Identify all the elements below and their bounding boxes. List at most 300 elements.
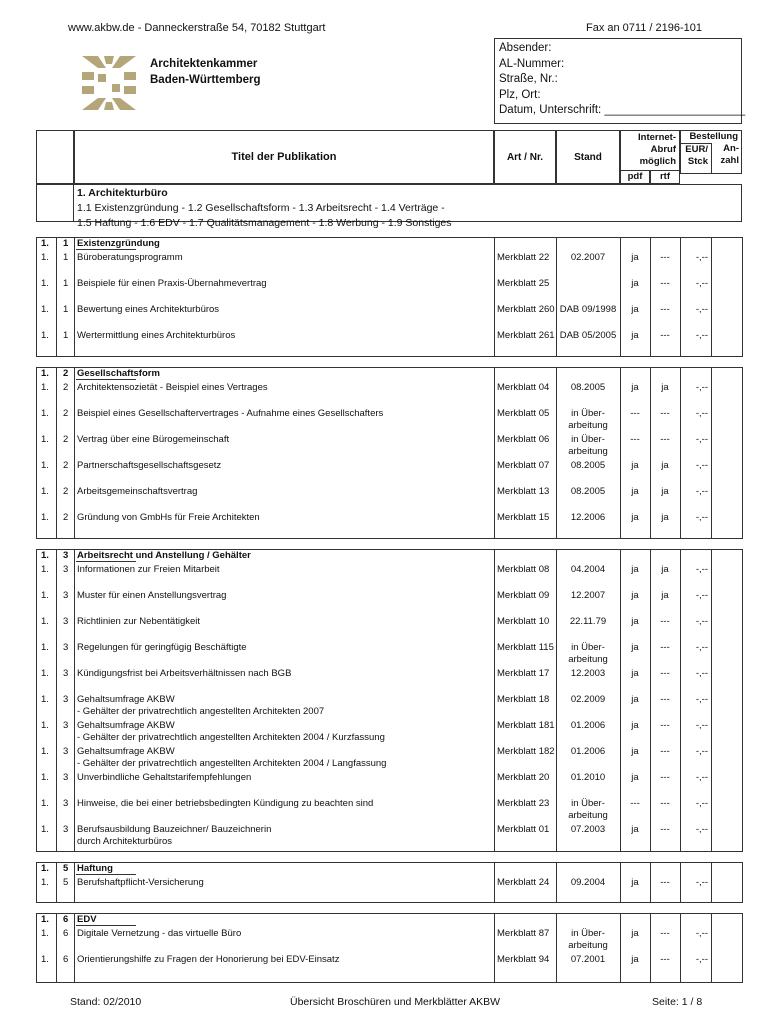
- row-number: 1.: [41, 460, 49, 471]
- row-rtf: ---: [660, 668, 670, 679]
- table-rule: [76, 925, 136, 926]
- row-title-line: Richtlinien zur Nebentätigkeit: [77, 616, 201, 627]
- table-rule: [742, 237, 743, 357]
- row-title: [77, 590, 226, 602]
- header-fax: Fax an 0711 / 2196-101: [586, 22, 702, 34]
- row-number: 1.: [41, 616, 49, 627]
- row-eur: -,--: [695, 460, 708, 471]
- row-rtf: ja: [661, 590, 669, 601]
- table-rule: [711, 862, 712, 903]
- row-subnumber: 3: [63, 720, 69, 731]
- row-title-line: durch Architekturbüros: [77, 836, 173, 847]
- group-number: 1.: [41, 238, 49, 249]
- row-eur: -,--: [695, 928, 708, 939]
- section1-heading: 1. Architekturbüro: [77, 187, 168, 199]
- table-rule: [36, 237, 37, 357]
- row-title: [77, 382, 268, 394]
- row-number: 1.: [41, 434, 49, 445]
- table-rule: [742, 549, 743, 852]
- akbw-logo-icon: [78, 52, 140, 114]
- row-art: Merkblatt 25: [497, 278, 550, 289]
- table-rule: [36, 356, 742, 357]
- table-rule: [36, 862, 37, 903]
- row-title-line: Digitale Vernetzung - das virtuelle Büro: [77, 928, 242, 939]
- row-stand: [556, 460, 620, 472]
- row-title-line: Berufshaftpflicht-Versicherung: [77, 877, 204, 888]
- row-pdf: ja: [631, 278, 639, 289]
- row-title: [77, 330, 235, 342]
- row-rtf: ---: [660, 642, 670, 653]
- table-rule: [74, 549, 75, 852]
- row-subnumber: 5: [63, 877, 69, 888]
- row-title: [77, 642, 247, 654]
- row-title: [77, 460, 221, 472]
- table-rule: [56, 549, 57, 852]
- row-number: 1.: [41, 928, 49, 939]
- group-number: 1.: [41, 368, 49, 379]
- row-art: Merkblatt 07: [497, 460, 550, 471]
- row-stand-line: arbeitung: [568, 446, 608, 457]
- row-stand: [556, 694, 620, 706]
- column-bestellung: Bestellung EUR/ Stck An- zahl: [680, 130, 742, 174]
- row-title-line: Wertermittlung eines Architekturbüros: [77, 330, 236, 341]
- row-number: 1.: [41, 954, 49, 965]
- row-title: [77, 252, 183, 264]
- row-pdf: ja: [631, 460, 639, 471]
- group-title: EDV: [77, 914, 97, 925]
- group-number: 1.: [41, 914, 49, 925]
- row-title-line: - Gehälter der privatrechtlich angestellten Architekten 2004 / Kurzfassung: [77, 732, 385, 743]
- footer-title: Übersicht Broschüren und Merkblätter AKBW: [290, 996, 501, 1008]
- row-art: Merkblatt 08: [497, 564, 550, 575]
- row-number: 1.: [41, 330, 49, 341]
- row-eur: -,--: [695, 382, 708, 393]
- row-stand-line: in Über-: [571, 928, 605, 939]
- row-title: [77, 564, 220, 576]
- row-stand-line: arbeitung: [568, 654, 608, 665]
- row-number: 1.: [41, 877, 49, 888]
- row-title-line: Orientierungshilfe zu Fragen der Honorierung bei EDV-Einsatz: [77, 954, 340, 965]
- row-number: 1.: [41, 720, 49, 731]
- row-stand-line: 04.2004: [570, 564, 606, 575]
- table-rule: [36, 982, 742, 983]
- row-pdf: ja: [631, 928, 639, 939]
- row-title-line: - Gehälter der privatrechtlich angestellten Architekten 2004 / Langfassung: [77, 758, 387, 769]
- row-rtf: ja: [661, 512, 669, 523]
- row-stand-line: 02.2007: [570, 252, 606, 263]
- row-stand: [556, 824, 620, 836]
- section1-line2: 1.5 Haftung - 1.6 EDV - 1.7 Qualitätsmanagement - 1.8 Werbung - 1.9 Sonstiges: [77, 217, 452, 229]
- row-pdf: ja: [631, 720, 639, 731]
- row-art: Merkblatt 181: [497, 720, 555, 731]
- row-stand: [556, 772, 620, 784]
- row-rtf: ---: [660, 877, 670, 888]
- row-stand-line: 12.2007: [570, 590, 606, 601]
- table-rule: [36, 549, 37, 852]
- row-rtf: ---: [660, 798, 670, 809]
- row-stand-line: DAB 09/1998: [559, 304, 617, 315]
- group-number: 1.: [41, 863, 49, 874]
- table-rule: [494, 367, 495, 539]
- row-title-line: Partnerschaftsgesellschaftsgesetz: [77, 460, 222, 471]
- row-stand-line: 01.2010: [570, 772, 606, 783]
- row-pdf: ja: [631, 877, 639, 888]
- row-rtf: ---: [660, 616, 670, 627]
- row-title: [77, 512, 260, 524]
- row-number: 1.: [41, 694, 49, 705]
- row-title: [77, 408, 383, 420]
- row-eur: -,--: [695, 798, 708, 809]
- table-rule: [76, 379, 136, 380]
- table-rule: [742, 862, 743, 903]
- row-subnumber: 2: [63, 434, 69, 445]
- row-stand: [556, 330, 620, 342]
- row-stand-line: in Über-: [571, 798, 605, 809]
- row-stand-line: 08.2005: [570, 382, 606, 393]
- footer-stand: Stand: 02/2010: [70, 996, 142, 1008]
- table-rule: [494, 913, 495, 983]
- row-title-line: Büroberatungsprogramm: [77, 252, 183, 263]
- row-subnumber: 3: [63, 694, 69, 705]
- row-title-line: Gehaltsumfrage AKBW: [77, 746, 175, 757]
- row-eur: -,--: [695, 512, 708, 523]
- table-rule: [56, 913, 57, 983]
- row-number: 1.: [41, 486, 49, 497]
- table-rule: [620, 913, 621, 983]
- row-number: 1.: [41, 512, 49, 523]
- table-rule: [494, 549, 495, 852]
- table-rule: [74, 913, 75, 983]
- sender-strasse: Straße, Nr.:: [499, 73, 558, 85]
- row-rtf: ---: [660, 746, 670, 757]
- row-title-line: Hinweise, die bei einer betriebsbedingten Kündigung zu beachten sind: [77, 798, 374, 809]
- row-stand: [556, 798, 620, 822]
- row-title-line: Beispiel eines Gesellschaftervertrages - Aufnahme eines Gesellschafters: [77, 408, 384, 419]
- row-art: Merkblatt 15: [497, 512, 550, 523]
- row-stand-line: 08.2005: [570, 486, 606, 497]
- row-stand: [556, 434, 620, 458]
- row-title-line: Arbeitsgemeinschaftsvertrag: [77, 486, 198, 497]
- row-number: 1.: [41, 824, 49, 835]
- row-art: Merkblatt 20: [497, 772, 550, 783]
- row-number: 1.: [41, 590, 49, 601]
- table-rule: [36, 862, 742, 863]
- sender-box: [494, 38, 746, 124]
- row-stand: [556, 877, 620, 889]
- row-number: 1.: [41, 798, 49, 809]
- row-pdf: ---: [630, 798, 640, 809]
- row-stand-line: 07.2001: [570, 954, 606, 965]
- row-number: 1.: [41, 642, 49, 653]
- row-art: Merkblatt 13: [497, 486, 550, 497]
- row-pdf: ja: [631, 330, 639, 341]
- row-rtf: ---: [660, 434, 670, 445]
- row-eur: -,--: [695, 642, 708, 653]
- row-subnumber: 6: [63, 954, 69, 965]
- row-rtf: ---: [660, 824, 670, 835]
- row-title-line: Bewertung eines Architekturbüros: [77, 304, 220, 315]
- row-art: Merkblatt 261: [497, 330, 555, 341]
- table-rule: [711, 913, 712, 983]
- row-subnumber: 3: [63, 564, 69, 575]
- row-title-line: Berufsausbildung Bauzeichner/ Bauzeichnerin: [77, 824, 272, 835]
- column-pdf: pdf: [620, 170, 650, 184]
- row-subnumber: 3: [63, 798, 69, 809]
- row-art: Merkblatt 18: [497, 694, 550, 705]
- section1-left-box: [36, 184, 74, 222]
- table-rule: [76, 561, 136, 562]
- footer-page: Seite: 1 / 8: [652, 996, 703, 1008]
- row-subnumber: 2: [63, 486, 69, 497]
- table-rule: [56, 237, 57, 357]
- table-rule: [74, 237, 75, 357]
- table-rule: [36, 913, 37, 983]
- row-subnumber: 1: [63, 278, 69, 289]
- table-rule: [742, 367, 743, 539]
- row-rtf: ---: [660, 252, 670, 263]
- row-pdf: ja: [631, 252, 639, 263]
- row-art: Merkblatt 23: [497, 798, 550, 809]
- row-stand-line: in Über-: [571, 434, 605, 445]
- row-title-line: Architektensozietät - Beispiel eines Vertrages: [77, 382, 268, 393]
- section1-box: [74, 184, 742, 229]
- row-subnumber: 2: [63, 460, 69, 471]
- row-art: Merkblatt 22: [497, 252, 550, 263]
- row-number: 1.: [41, 252, 49, 263]
- table-rule: [680, 913, 681, 983]
- row-number: 1.: [41, 304, 49, 315]
- row-art: Merkblatt 24: [497, 877, 550, 888]
- column-internet: Internet- Abruf möglich: [620, 130, 680, 184]
- row-pdf: ja: [631, 486, 639, 497]
- table-rule: [56, 862, 57, 903]
- row-pdf: ja: [631, 616, 639, 627]
- row-stand: [556, 616, 620, 628]
- row-stand: [556, 928, 620, 952]
- row-subnumber: 1: [63, 252, 69, 263]
- row-number: 1.: [41, 408, 49, 419]
- row-title: [77, 434, 229, 446]
- row-number: 1.: [41, 746, 49, 757]
- row-title-line: Muster für einen Anstellungsvertrag: [77, 590, 227, 601]
- sender-plz: Plz, Ort:: [499, 88, 541, 101]
- row-stand: [556, 408, 620, 432]
- row-eur: -,--: [695, 564, 708, 575]
- table-rule: [56, 367, 57, 539]
- row-pdf: ---: [630, 434, 640, 445]
- group-title: Arbeitsrecht und Anstellung / Gehälter: [77, 550, 251, 561]
- row-subnumber: 3: [63, 616, 69, 627]
- group-title: Haftung: [77, 863, 113, 874]
- group-subnumber: 6: [63, 914, 69, 925]
- row-stand: [556, 668, 620, 680]
- row-eur: -,--: [695, 720, 708, 731]
- row-eur: -,--: [695, 877, 708, 888]
- sender-nummer: AL-Nummer:: [499, 57, 565, 70]
- row-eur: -,--: [695, 694, 708, 705]
- row-eur: -,--: [695, 772, 708, 783]
- row-eur: -,--: [695, 616, 708, 627]
- row-subnumber: 1: [63, 304, 69, 315]
- row-pdf: ja: [631, 642, 639, 653]
- row-stand-line: 22.11.79: [569, 616, 607, 627]
- row-stand: [556, 954, 620, 966]
- row-title: [77, 824, 271, 848]
- row-rtf: ---: [660, 772, 670, 783]
- org-name: Architektenkammer Baden-Württemberg: [150, 58, 261, 86]
- row-title-line: - Gehälter der privatrechtlich angestellten Architekten 2007: [77, 706, 325, 717]
- row-stand-line: 08.2005: [570, 460, 606, 471]
- row-subnumber: 3: [63, 746, 69, 757]
- row-eur: -,--: [695, 304, 708, 315]
- row-title-line: Regelungen für geringfügig Beschäftigte: [77, 642, 247, 653]
- group-title: Existenzgründung: [77, 238, 160, 249]
- row-title-line: Beispiele für einen Praxis-Übernahmevertrag: [77, 278, 267, 289]
- row-stand-line: arbeitung: [568, 940, 608, 951]
- row-subnumber: 3: [63, 642, 69, 653]
- row-pdf: ja: [631, 694, 639, 705]
- row-title: [77, 772, 251, 784]
- row-eur: -,--: [695, 486, 708, 497]
- row-title: [77, 278, 267, 290]
- row-eur: -,--: [695, 278, 708, 289]
- row-pdf: ja: [631, 590, 639, 601]
- row-rtf: ---: [660, 278, 670, 289]
- row-number: 1.: [41, 564, 49, 575]
- sender-datum: Datum, Unterschrift: ______________________: [499, 104, 746, 116]
- row-title-line: Gehaltsumfrage AKBW: [77, 720, 175, 731]
- row-title: [77, 746, 386, 770]
- row-art: Merkblatt 260: [497, 304, 555, 315]
- row-stand: [556, 642, 620, 666]
- row-title-line: Kündigungsfrist bei Arbeitsverhältnissen nach BGB: [77, 668, 292, 679]
- row-number: 1.: [41, 278, 49, 289]
- row-eur: -,--: [695, 954, 708, 965]
- row-subnumber: 2: [63, 408, 69, 419]
- row-subnumber: 6: [63, 928, 69, 939]
- row-art: Merkblatt 01: [497, 824, 550, 835]
- row-title: [77, 304, 219, 316]
- column-title: Titel der Publikation: [74, 130, 494, 184]
- row-rtf: ja: [661, 460, 669, 471]
- row-art: Merkblatt 06: [497, 434, 550, 445]
- section1-line1: 1.1 Existenzgründung - 1.2 Gesellschaftsform - 1.3 Arbeitsrecht - 1.4 Verträge -: [77, 202, 445, 214]
- row-subnumber: 3: [63, 590, 69, 601]
- row-eur: -,--: [695, 252, 708, 263]
- header-left-box: [36, 130, 74, 184]
- row-title-line: Informationen zur Freien Mitarbeit: [77, 564, 220, 575]
- table-rule: [711, 549, 712, 852]
- table-rule: [494, 862, 495, 903]
- row-rtf: ja: [661, 486, 669, 497]
- row-art: Merkblatt 17: [497, 668, 550, 679]
- row-stand: [556, 590, 620, 602]
- row-eur: -,--: [695, 408, 708, 419]
- row-number: 1.: [41, 668, 49, 679]
- row-subnumber: 3: [63, 824, 69, 835]
- row-rtf: ja: [661, 382, 669, 393]
- group-subnumber: 5: [63, 863, 69, 874]
- row-eur: -,--: [695, 746, 708, 757]
- row-number: 1.: [41, 382, 49, 393]
- row-subnumber: 3: [63, 772, 69, 783]
- row-title: [77, 798, 373, 810]
- row-stand: [556, 720, 620, 732]
- row-stand-line: 09.2004: [570, 877, 606, 888]
- row-stand-line: 12.2006: [570, 512, 606, 523]
- row-title-line: Gründung von GmbHs für Freie Architekten: [77, 512, 260, 523]
- row-stand-line: arbeitung: [568, 810, 608, 821]
- table-rule: [36, 913, 742, 914]
- row-pdf: ja: [631, 772, 639, 783]
- row-pdf: ja: [631, 824, 639, 835]
- header-address: www.akbw.de - Danneckerstraße 54, 70182 Stuttgart: [68, 22, 326, 34]
- row-title: [77, 928, 241, 940]
- column-rtf: rtf: [650, 170, 680, 184]
- sender-absender: Absender:: [499, 42, 552, 54]
- row-title: [77, 720, 385, 744]
- column-stand: Stand: [556, 130, 620, 184]
- row-subnumber: 2: [63, 512, 69, 523]
- row-subnumber: 3: [63, 668, 69, 679]
- row-title: [77, 486, 197, 498]
- table-rule: [76, 249, 136, 250]
- row-rtf: ---: [660, 720, 670, 731]
- table-rule: [36, 538, 742, 539]
- group-number: 1.: [41, 550, 49, 561]
- row-stand: [556, 382, 620, 394]
- row-art: Merkblatt 05: [497, 408, 550, 419]
- row-art: Merkblatt 09: [497, 590, 550, 601]
- row-rtf: ja: [661, 564, 669, 575]
- row-rtf: ---: [660, 408, 670, 419]
- row-pdf: ja: [631, 304, 639, 315]
- group-title: Gesellschaftsform: [77, 368, 160, 379]
- row-stand-line: 01.2006: [570, 720, 606, 731]
- table-rule: [711, 367, 712, 539]
- group-subnumber: 3: [63, 550, 69, 561]
- row-title: [77, 877, 204, 889]
- row-number: 1.: [41, 772, 49, 783]
- row-subnumber: 2: [63, 382, 69, 393]
- row-title: [77, 616, 200, 628]
- row-rtf: ---: [660, 694, 670, 705]
- row-rtf: ---: [660, 304, 670, 315]
- row-title-line: Gehaltsumfrage AKBW: [77, 694, 175, 705]
- row-stand: [556, 564, 620, 576]
- row-stand-line: in Über-: [571, 642, 605, 653]
- row-stand-line: DAB 05/2005: [559, 330, 617, 341]
- row-title-line: Vertrag über eine Bürogemeinschaft: [77, 434, 230, 445]
- row-pdf: ja: [631, 512, 639, 523]
- row-stand-line: 12.2003: [570, 668, 606, 679]
- row-rtf: ---: [660, 928, 670, 939]
- row-stand: [556, 512, 620, 524]
- row-eur: -,--: [695, 590, 708, 601]
- table-rule: [711, 237, 712, 357]
- row-eur: -,--: [695, 330, 708, 341]
- row-title-line: Unverbindliche Gehaltstarifempfehlungen: [77, 772, 252, 783]
- row-art: Merkblatt 10: [497, 616, 550, 627]
- row-stand: [556, 746, 620, 758]
- row-pdf: ja: [631, 668, 639, 679]
- row-eur: -,--: [695, 668, 708, 679]
- group-subnumber: 1: [63, 238, 69, 249]
- table-rule: [36, 367, 37, 539]
- table-rule: [74, 367, 75, 539]
- row-art: Merkblatt 04: [497, 382, 550, 393]
- table-rule: [494, 237, 495, 357]
